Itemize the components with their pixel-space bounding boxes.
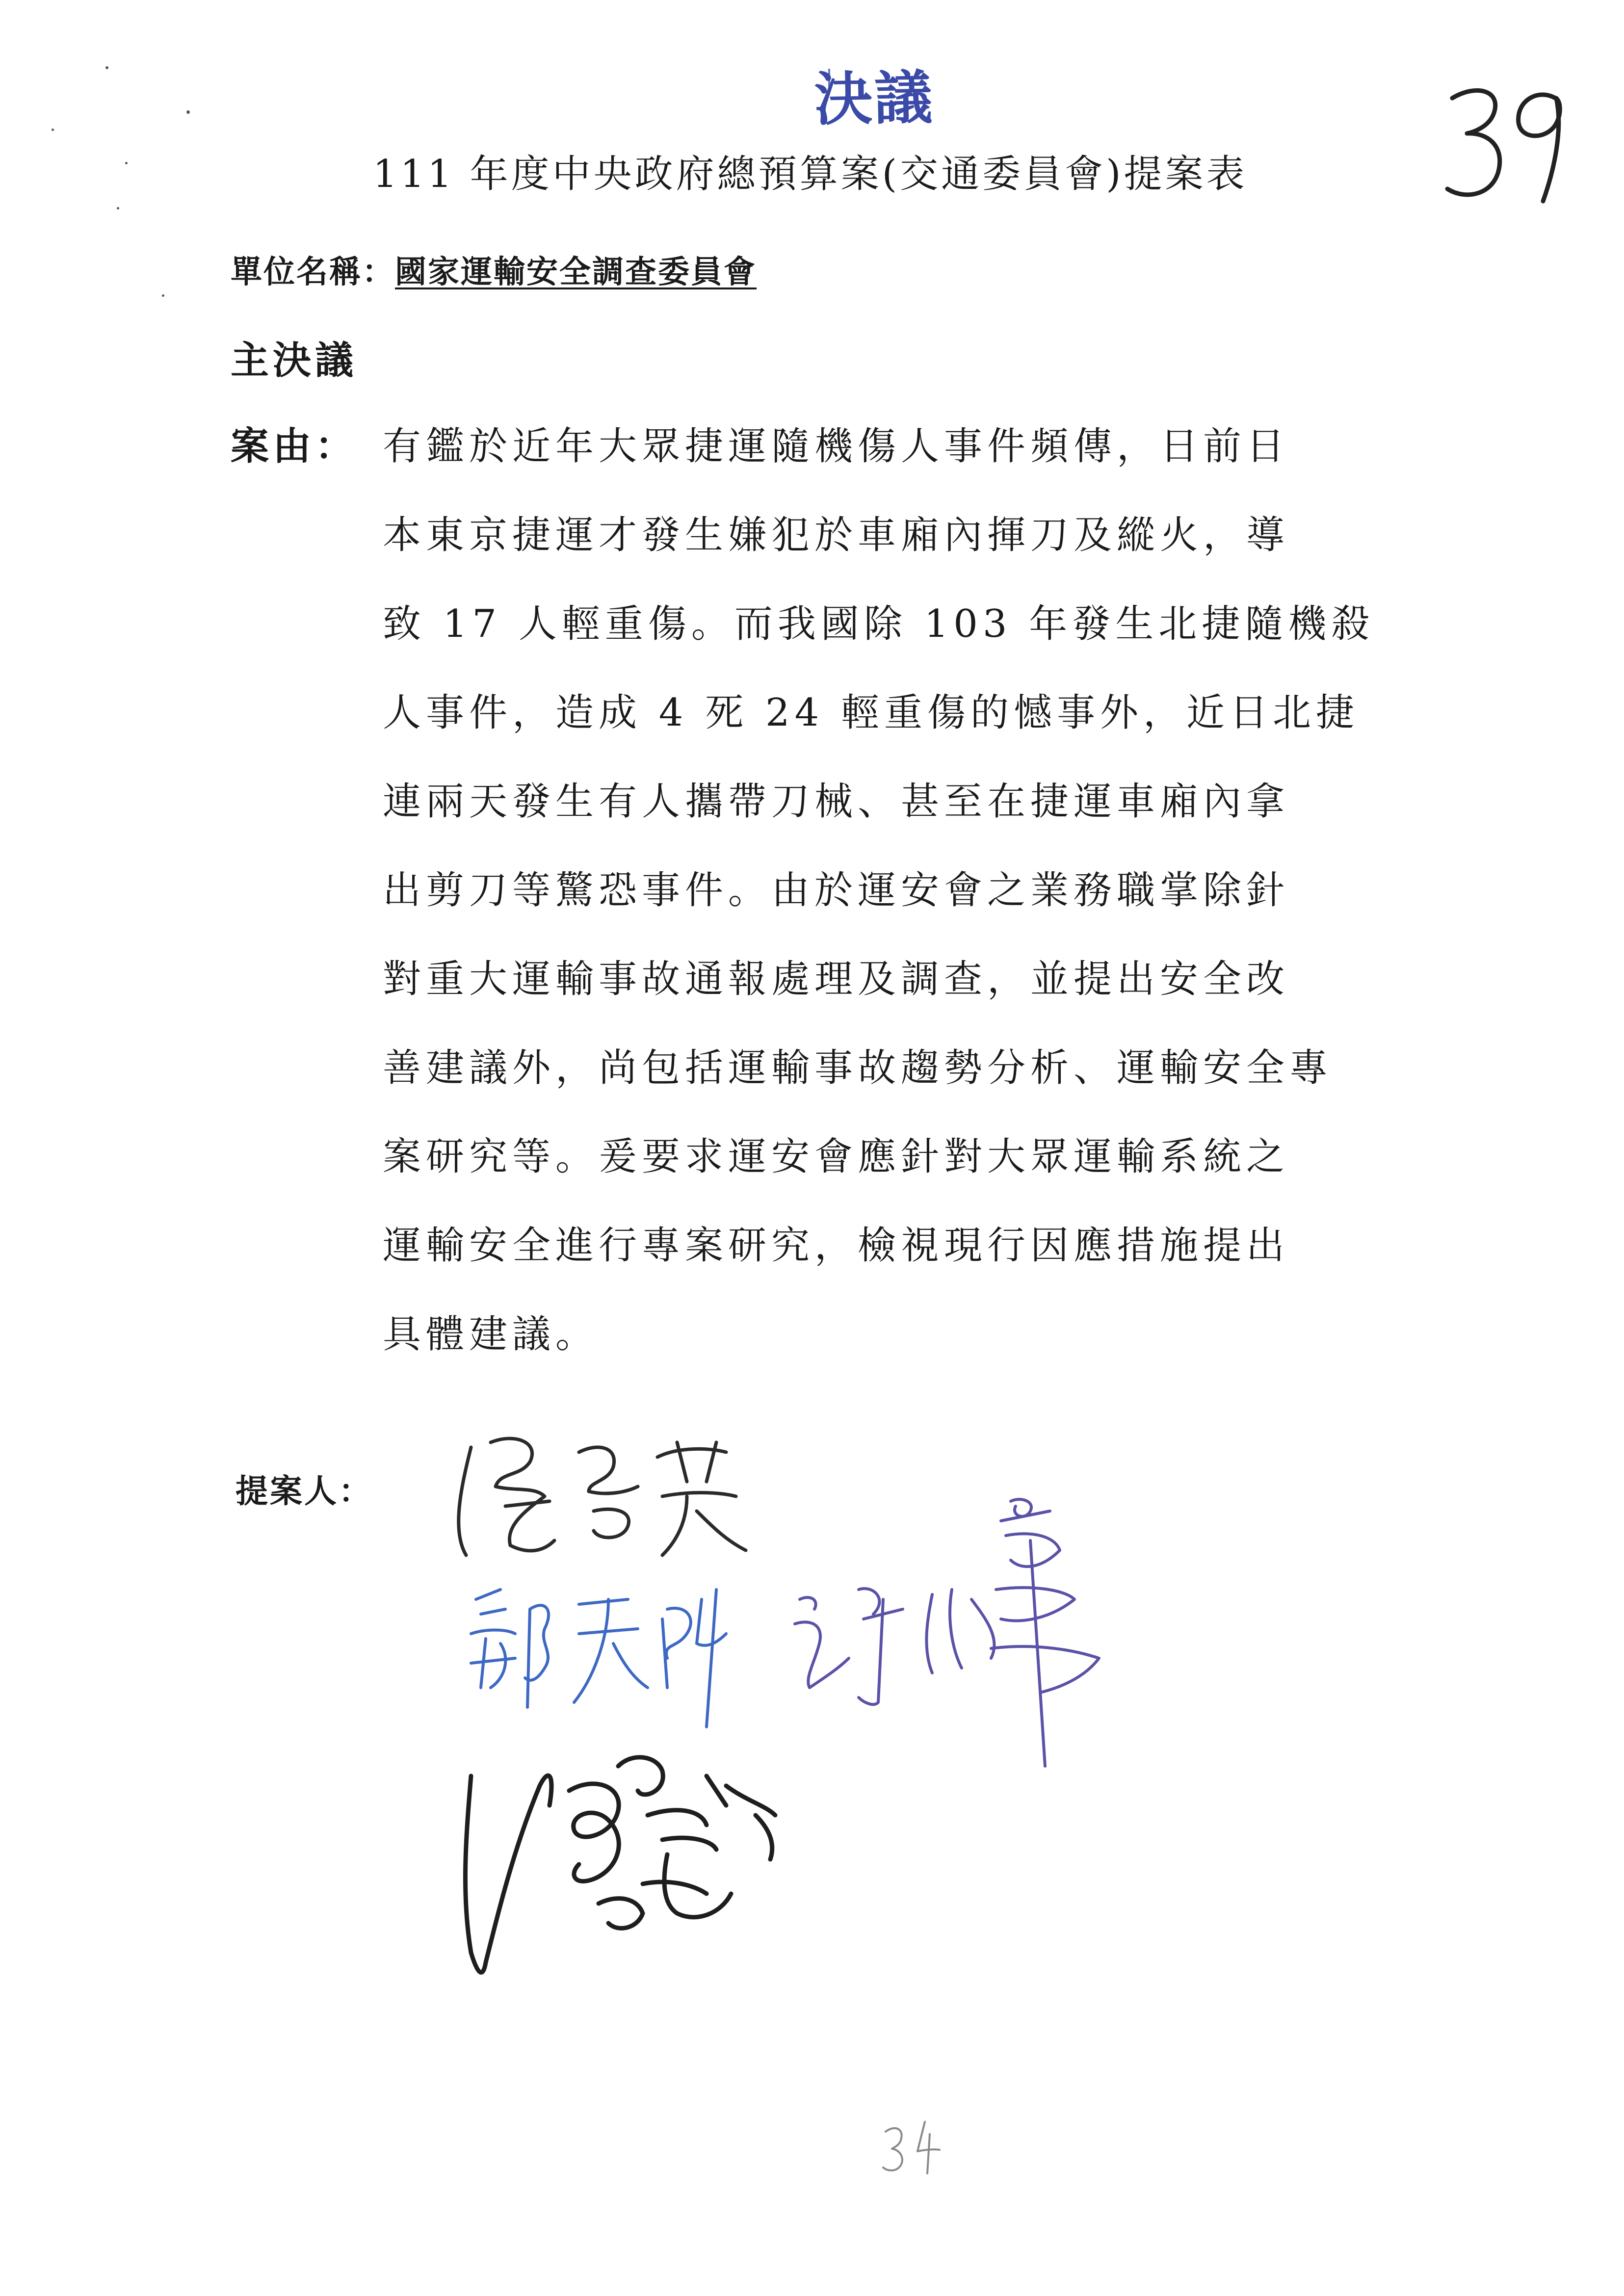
signature-2 bbox=[471, 1590, 726, 1727]
case-line: 對重大運輸事故通報處理及調查，並提出安全改 bbox=[383, 957, 1290, 1001]
unit-value: 國家運輸安全調查委員會 bbox=[395, 254, 757, 290]
case-line: 善建議外，尚包括運輸事故趨勢分析、運輸安全專 bbox=[383, 1046, 1333, 1090]
case-line: 本東京捷運才發生嫌犯於車廂內揮刀及縱火，導 bbox=[383, 513, 1290, 557]
signature-4 bbox=[465, 1757, 775, 1973]
case-line: 出剪刀等驚恐事件。由於運安會之業務職掌除針 bbox=[383, 868, 1290, 913]
document-title: 111 年度中央政府總預算案(交通委員會)提案表 bbox=[373, 152, 1248, 196]
case-line: 案研究等。爰要求運安會應針對大眾運輸系統之 bbox=[383, 1135, 1290, 1179]
main-resolution-heading: 主決議 bbox=[231, 339, 358, 383]
signature-1 bbox=[459, 1438, 746, 1555]
unit-label: 單位名稱： bbox=[231, 254, 395, 290]
case-line: 致 17 人輕重傷。而我國除 103 年發生北捷隨機殺 bbox=[383, 602, 1375, 646]
case-line: 人事件，造成 4 死 24 輕重傷的憾事外，近日北捷 bbox=[383, 691, 1360, 735]
case-line: 有鑑於近年大眾捷運隨機傷人事件頻傳，日前日 bbox=[383, 424, 1290, 469]
unit-row bbox=[231, 248, 757, 297]
case-label: 案由： bbox=[231, 424, 358, 469]
case-body bbox=[383, 419, 1433, 1396]
signature-3 bbox=[795, 1499, 1099, 1766]
case-line: 連兩天發生有人攜帶刀械、甚至在捷運車廂內拿 bbox=[383, 780, 1290, 824]
handwritten-footer-number bbox=[878, 2114, 947, 2178]
case-line: 運輸安全進行專案研究，檢視現行因應措施提出 bbox=[383, 1224, 1290, 1268]
handwritten-page-number bbox=[1433, 78, 1580, 226]
proposer-signatures bbox=[432, 1413, 1241, 2100]
case-line: 具體建議。 bbox=[383, 1312, 599, 1357]
resolution-stamp: 決議 bbox=[813, 63, 935, 133]
proposer-label: 提案人： bbox=[236, 1472, 373, 1510]
